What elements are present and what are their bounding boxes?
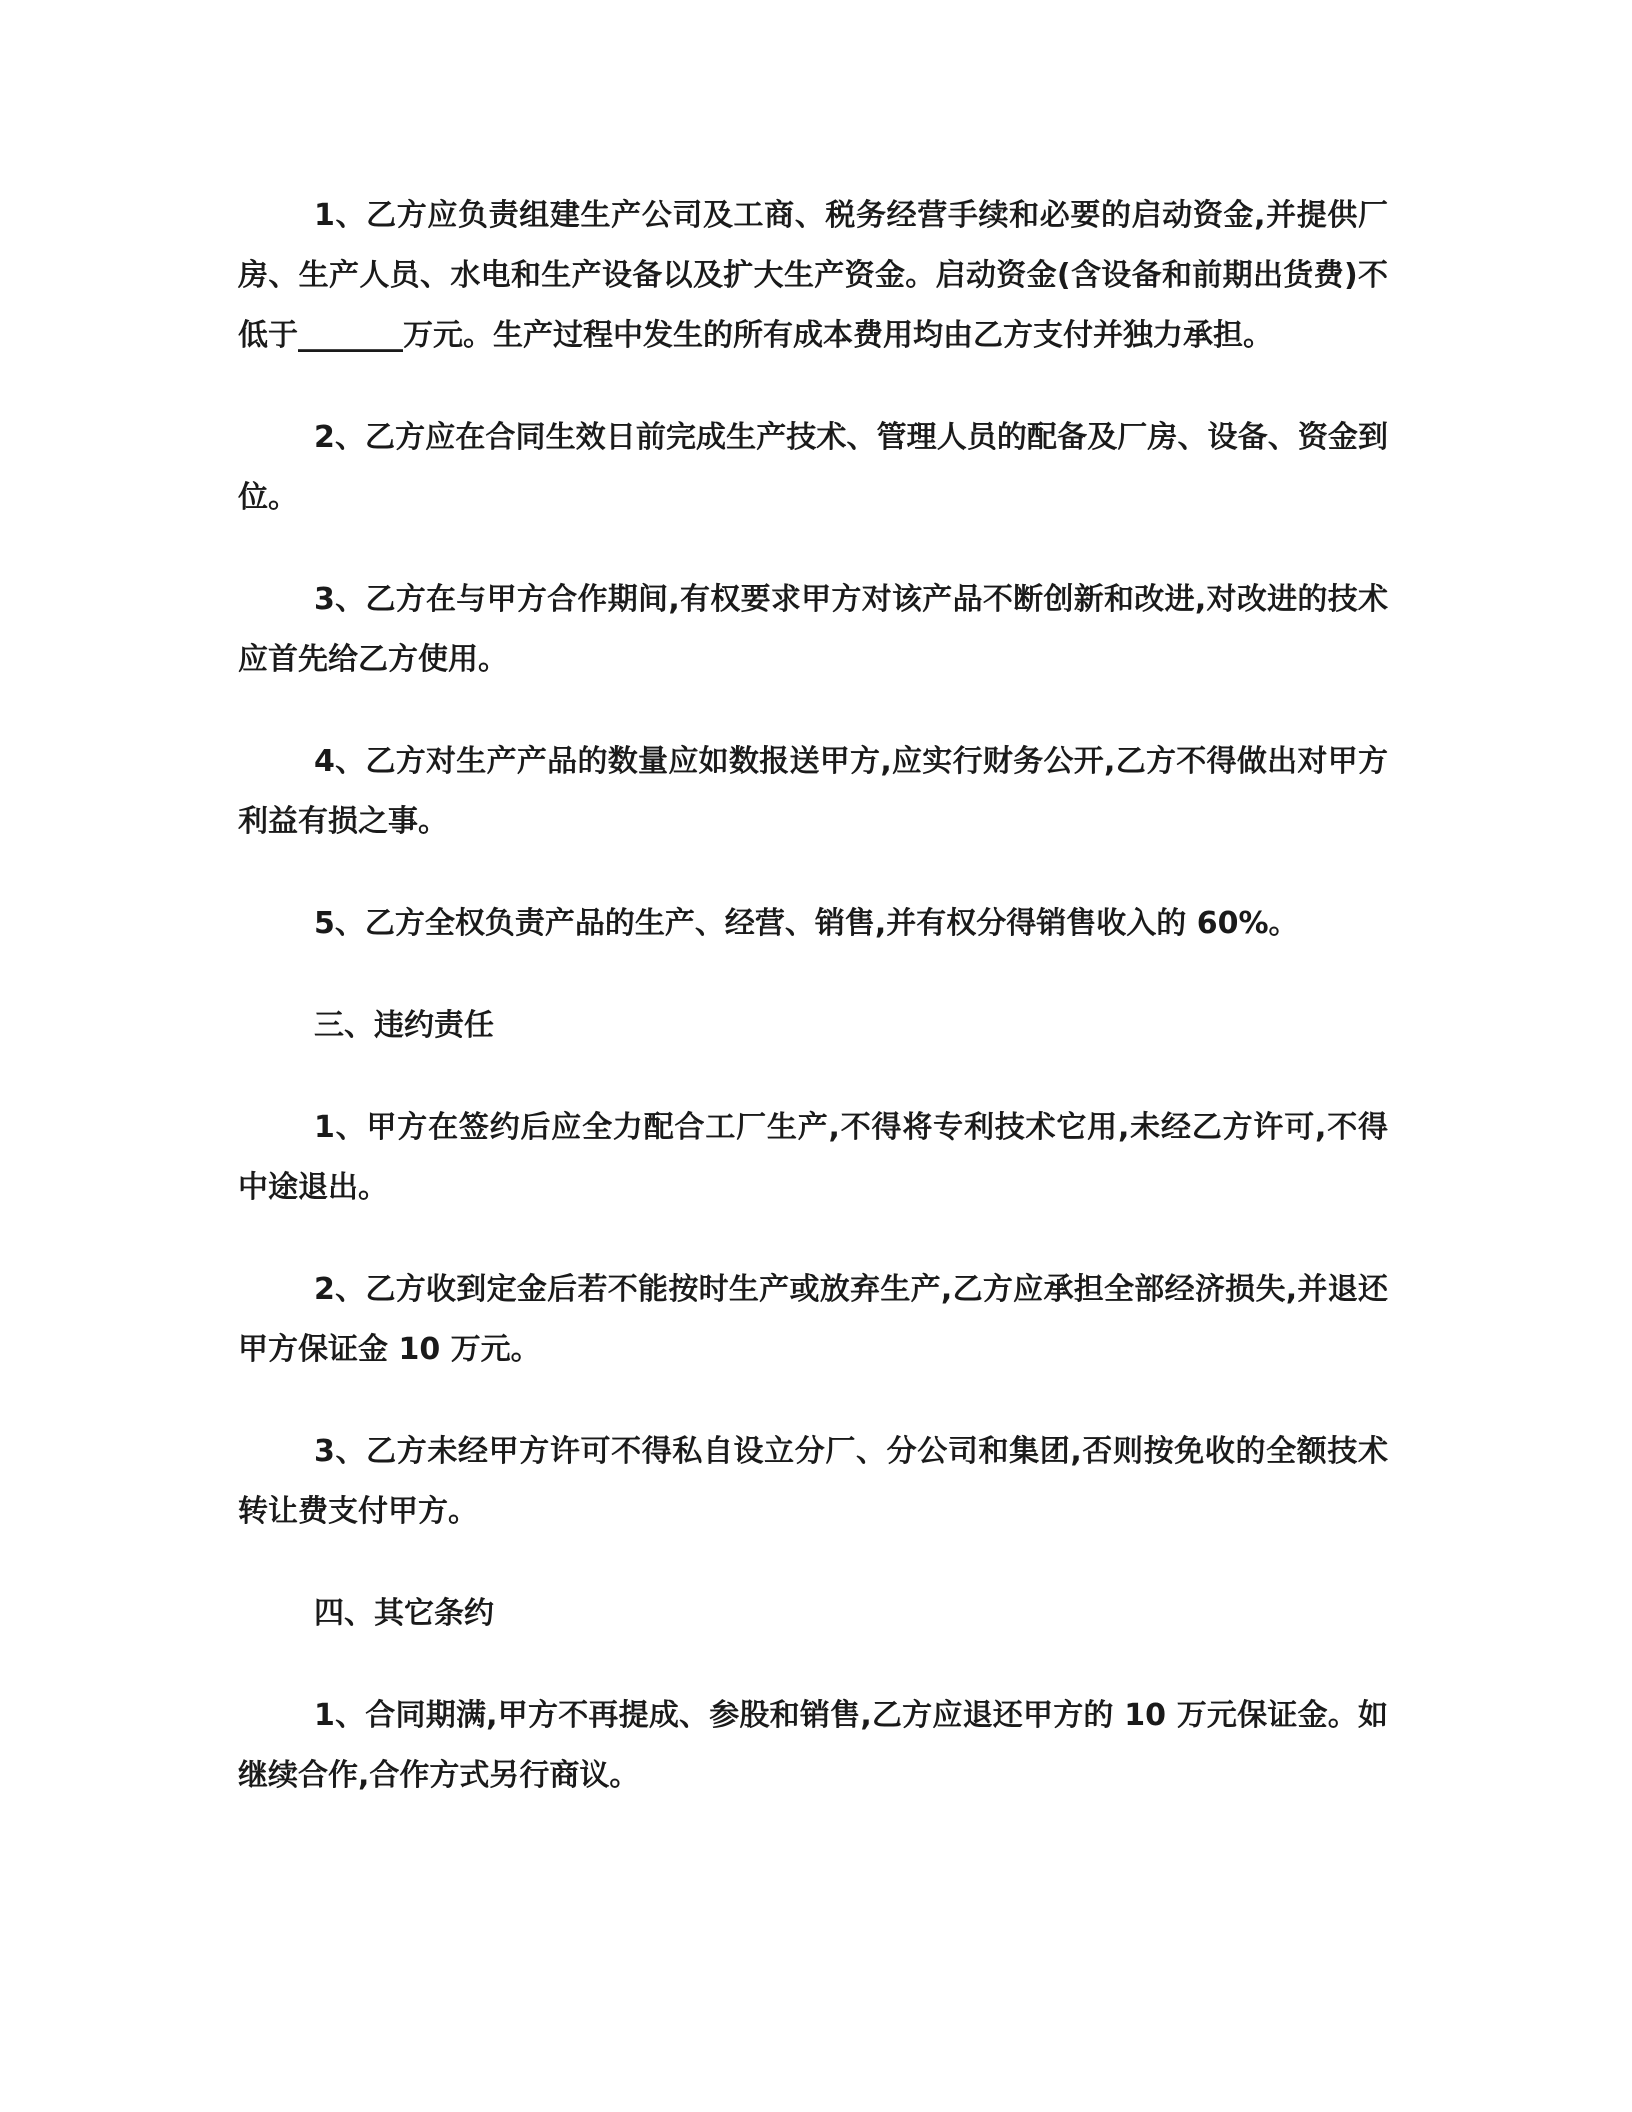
clause-yi-2: 2、乙方应在合同生效日前完成生产技术、管理人员的配备及厂房、设备、资金到位。 (238, 420, 1388, 515)
clause-other-1: 1、合同期满,甲方不再提成、参股和销售,乙方应退还甲方的 10 万元保证金。如继续合作,合作方式另行商议。 (238, 1698, 1388, 1793)
clause-breach-3: 3、乙方未经甲方许可不得私自设立分厂、分公司和集团,否则按免收的全额技术转让费支付甲方。 (238, 1434, 1388, 1529)
clause-breach-2: 2、乙方收到定金后若不能按时生产或放弃生产,乙方应承担全部经济损失,并退还甲方保证金 10 万元。 (238, 1272, 1388, 1367)
section-heading-other: 四、其它条约 (314, 1596, 494, 1631)
clause-yi-3: 3、乙方在与甲方合作期间,有权要求甲方对该产品不断创新和改进,对改进的技术应首先给乙方使用。 (238, 582, 1388, 677)
clause-yi-1: 1、乙方应负责组建生产公司及工商、税务经营手续和必要的启动资金,并提供厂房、生产人员、水电和生产设备以及扩大生产资金。启动资金(含设备和前期出货费)不低于_______万元。生产过程中发生的所有成本费用均由乙方支付并独力承担。 (238, 198, 1388, 353)
clause-yi-4: 4、乙方对生产产品的数量应如数报送甲方,应实行财务公开,乙方不得做出对甲方利益有损之事。 (238, 744, 1388, 839)
clause-yi-5: 5、乙方全权负责产品的生产、经营、销售,并有权分得销售收入的 60%。 (314, 906, 1299, 941)
clause-breach-1: 1、甲方在签约后应全力配合工厂生产,不得将专利技术它用,未经乙方许可,不得中途退出。 (238, 1110, 1388, 1205)
section-heading-breach: 三、违约责任 (314, 1008, 494, 1043)
document-body (238, 186, 1388, 1848)
